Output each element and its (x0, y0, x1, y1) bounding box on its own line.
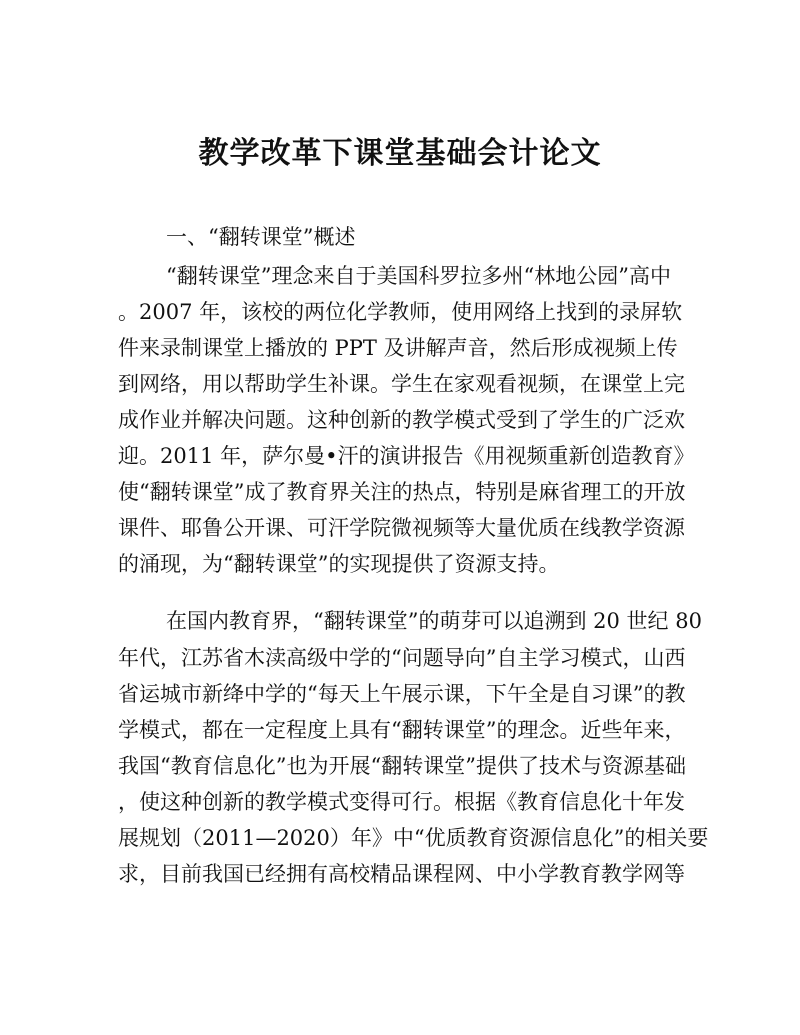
paragraph-line: 在国内教育界，“翻转课堂”的萌芽可以追溯到 20 世纪 80 (166, 609, 702, 633)
paragraph-line: 学模式，都在一定程度上具有“翻转课堂”的理念。近些年来， (118, 718, 686, 742)
paragraph-line: 展规划（2011—2020）年》中“优质教育资源信息化”的相关要 (118, 826, 709, 850)
paragraph-line: 件来录制课堂上播放的 PPT 及讲解声音，然后形成视频上传 (118, 336, 678, 360)
section-heading: 一、“翻转课堂”概述 (166, 225, 356, 249)
document-title: 教学改革下课堂基础会计论文 (198, 136, 602, 171)
paragraph-line: 年代，江苏省木渎高级中学的“问题导向”自主学习模式，山西 (118, 646, 686, 670)
paragraph-line: “翻转课堂”理念来自于美国科罗拉多州“林地公园”高中 (166, 264, 671, 288)
paragraph-line: 成作业并解决问题。这种创新的教学模式受到了学生的广泛欢 (118, 408, 685, 432)
paragraph-line: 我国“教育信息化”也为开展“翻转课堂”提供了技术与资源基础 (118, 754, 686, 778)
paragraph-line: 课件、耶鲁公开课、可汗学院微视频等大量优质在线教学资源 (118, 516, 685, 540)
paragraph-line: 到网络，用以帮助学生补课。学生在家观看视频，在课堂上完 (118, 372, 685, 396)
paragraph-line: 。2007 年，该校的两位化学教师，使用网络上找到的录屏软 (118, 300, 683, 324)
paragraph-line: 的涌现，为“翻转课堂”的实现提供了资源支持。 (118, 552, 560, 576)
paragraph-line: 使“翻转课堂”成了教育界关注的热点，特别是麻省理工的开放 (118, 480, 686, 504)
paragraph-line: 省运城市新绛中学的“每天上午展示课，下午全是自习课”的教 (118, 682, 686, 706)
paragraph-line: 求，目前我国已经拥有高校精品课程网、中小学教育教学网等 (118, 862, 685, 886)
paragraph-line: 迎。2011 年，萨尔曼•汗的演讲报告《用视频重新创造教育》 (118, 444, 695, 468)
paragraph-line: ，使这种创新的教学模式变得可行。根据《教育信息化十年发 (118, 790, 685, 814)
